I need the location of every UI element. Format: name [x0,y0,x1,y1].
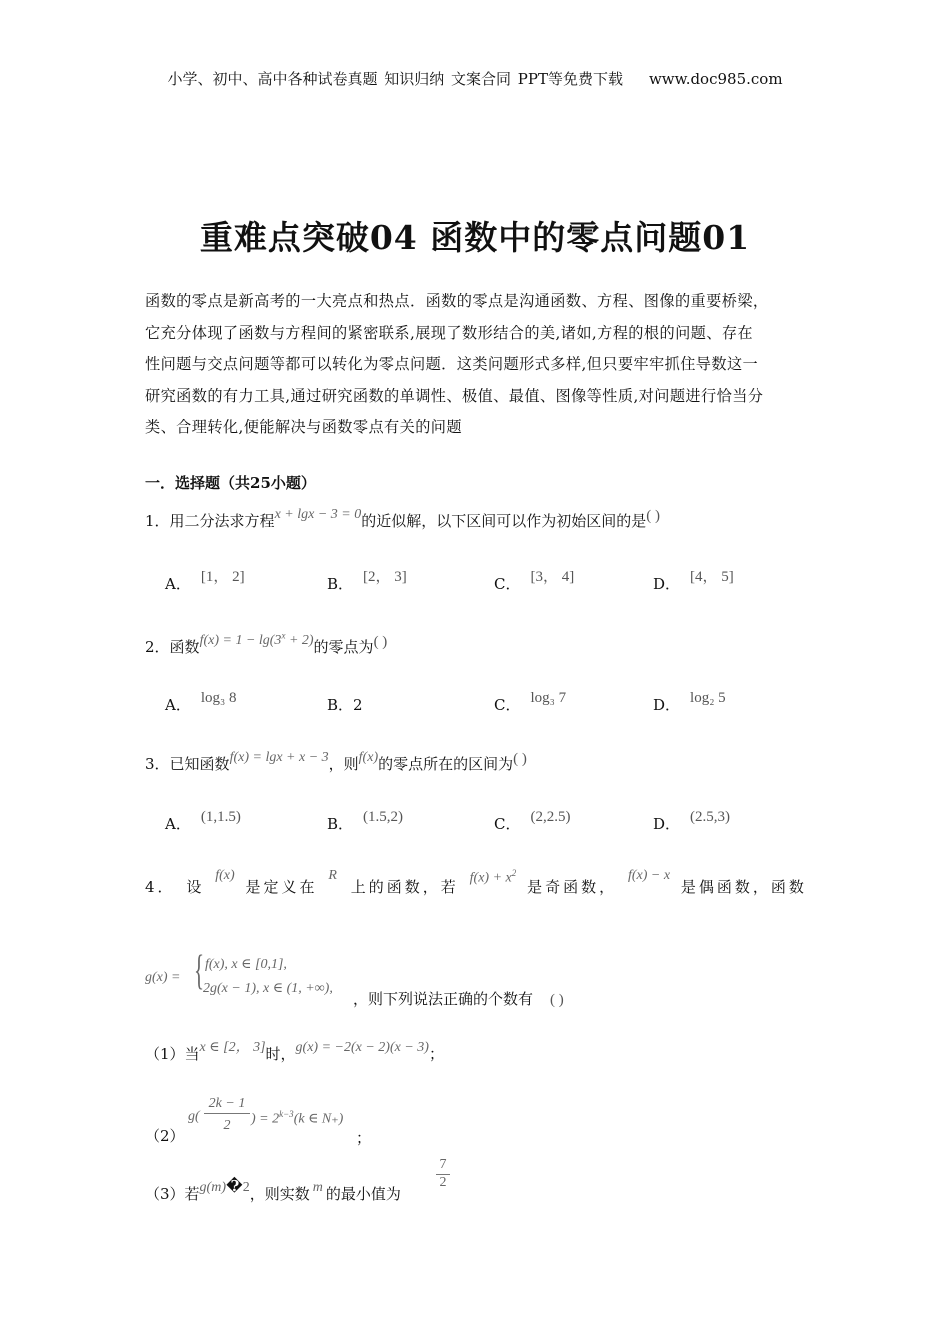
fraction-denominator: 2 [223,1118,231,1133]
option-d[interactable] [653,569,734,594]
statement-label: （1）当 [145,1045,200,1063]
formula-sup: x [281,630,286,641]
intro-line: 函数的零点是新高考的一大亮点和热点．函数的零点是沟通函数、方程、图像的重要桥梁， [145,292,769,310]
formula: g(m) [199,1180,226,1195]
question-1 [145,507,660,531]
option-label: C． [494,696,521,714]
formula: x + lgx − 3 = 0 [274,507,362,522]
formula [199,630,314,648]
question-text: ，则下列说法正确的个数有 [353,990,534,1008]
option-value: (2.5,3) [690,809,731,825]
header-site-link[interactable]: www.doc985.com [648,70,783,88]
formula: g(x) = −2(x − 2)(x − 3) [295,1040,429,1055]
formula: g(x) = [145,970,181,985]
question-text: ，则 [328,755,359,773]
formula-case: 2g(x − 1), x ∈ (1, +∞), [203,981,333,996]
option-b[interactable] [327,569,407,594]
fraction-denominator: 2 [439,1175,447,1190]
question-number: 3． [145,755,170,773]
question-3 [145,750,527,774]
question-text: 已知函数 [169,755,230,773]
header-text: 小学、初中、高中各种试卷真题 知识归纳 文案合同 PPT等免费下载 [167,70,623,88]
page-title: 重难点突破04 函数中的零点问题01 [199,218,751,257]
intro-paragraph [145,286,810,444]
answer-blank: ( ) [513,751,527,767]
option-value: [2， 3] [363,569,407,585]
question-text: 的近似解，以下区间可以作为初始区间的是 [361,512,647,530]
formula-part: ) = 2 [251,1111,280,1127]
question-number: 1． [145,512,170,530]
fraction [436,1157,450,1191]
statement-text: 时， [265,1045,296,1063]
statement-text: 的最小值为 [325,1185,401,1203]
option-label: D． [653,815,681,833]
formula-part: f(x) = 1 − lg(3 [199,633,282,648]
option-value: 2 [353,696,363,714]
formula: 2 [242,1180,250,1195]
question-text: 用二分法求方程 [169,512,275,530]
answer-blank: ( ) [550,992,564,1008]
option-label: B． [327,815,354,833]
option-value: [4， 5] [690,569,734,585]
formula-sup: 2 [511,868,517,878]
fraction-numerator: 2k − 1 [204,1096,250,1114]
option-label: B． [327,575,354,593]
question-text: 是偶函数，函数 [680,878,807,896]
formula: R [328,868,340,883]
unknown-glyph-icon: � [225,1177,243,1195]
option-label: A． [165,575,191,593]
option-label: D． [653,696,681,714]
formula-part: + 2) [285,633,314,648]
answer-blank: ( ) [373,634,388,650]
formula-sup: k−3 [279,1109,294,1119]
question-text: 的零点所在的区间为 [378,755,514,773]
option-label: A． [165,815,191,833]
formula-part: f(x) + x [469,870,512,886]
question-text: 设 [186,878,205,896]
option-value: [3， 4] [530,569,575,585]
statement-3 [145,1177,401,1204]
statement-2-label: （2） [145,1127,185,1145]
statement-text: ； [428,1045,444,1063]
option-a[interactable] [165,569,245,594]
option-a[interactable] [165,809,241,834]
formula [470,868,517,889]
question-number: 4． [145,878,176,896]
formula-part: (k ∈ N₊) [293,1111,344,1127]
formula: f(x) [215,868,235,883]
formula: f(x) = lgx + x − 3 [229,750,329,765]
formula [251,1109,343,1128]
brace-icon: { [194,948,205,994]
option-value: (1,1.5) [200,809,241,825]
statement-1 [145,1040,444,1064]
statement-text: ，则实数 [249,1185,310,1203]
formula: x ∈ [2， 3] [199,1040,266,1055]
formula: g( [188,1109,200,1124]
option-label: C． [494,815,521,833]
option-value: (2,2.5) [530,809,571,825]
page-header [0,68,950,89]
statement-text: ； [356,1129,372,1147]
option-value: log₃ 8 [200,690,237,706]
option-c[interactable] [494,569,575,594]
formula: f(x) [358,750,379,765]
statement-label: （3）若 [145,1185,200,1203]
question-text: 函数 [169,638,200,656]
intro-line: 研究函数的有力工具,通过研究函数的单调性、极值、最值、图像等性质,对问题进行恰当分 [145,386,764,405]
section-heading: 一．选择题（共25小题） [145,474,316,492]
question-4 [145,868,807,897]
formula: f(x) − x [627,868,671,883]
option-c[interactable] [494,809,571,834]
question-number: 2． [145,638,170,656]
option-b[interactable] [327,694,363,715]
option-label: D． [653,575,681,593]
option-d[interactable] [653,809,731,834]
option-label: C． [494,575,521,593]
question-2 [145,630,388,657]
intro-line: 性问题与交点问题等都可以转化为零点问题．这类问题形式多样,但只要牢牢抓住导数这一 [145,355,759,373]
option-label: B． [327,696,354,714]
option-label: A． [165,696,191,714]
option-b[interactable] [327,809,404,834]
formula: m [312,1180,323,1195]
question-text: 是定义在 [245,878,318,896]
fraction-numerator: 7 [436,1157,450,1175]
option-value: log₂ 5 [690,690,726,706]
question-text: 是奇函数， [527,878,618,896]
question-text: 的零点为 [313,638,374,656]
option-value: [1， 2] [200,569,245,585]
option-a[interactable] [165,690,237,715]
intro-line: 类、合理转化,便能解决与函数零点有关的问题 [145,418,462,436]
option-c[interactable] [494,690,567,715]
option-value: (1.5,2) [363,809,404,825]
intro-line: 它充分体现了函数与方程间的紧密联系,展现了数形结合的美,诸如,方程的根的问题、存在 [145,323,754,342]
option-value: log₃ 7 [530,690,567,706]
formula-case: f(x), x ∈ [0,1], [205,957,287,972]
question-text: 上的函数，若 [350,878,459,896]
answer-blank: ( ) [646,508,660,524]
option-d[interactable] [653,690,726,715]
